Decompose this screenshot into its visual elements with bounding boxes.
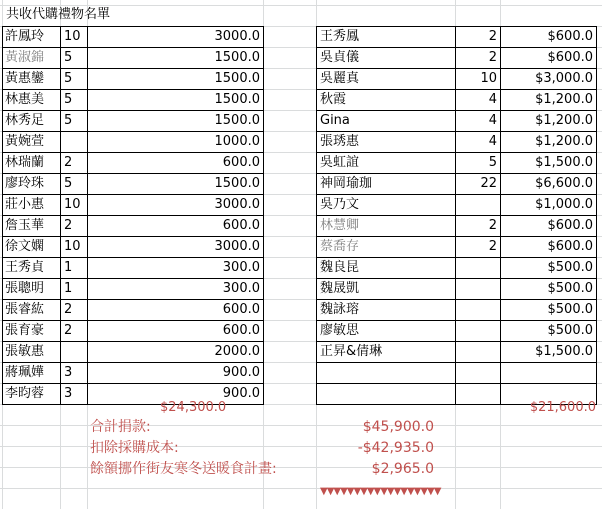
left-name-cell: 徐文嫻 xyxy=(5,239,45,254)
right-name-cell: 秋霞 xyxy=(320,92,347,107)
left-name-cell: 黃婉萱 xyxy=(5,134,45,149)
right-name-cell: 神岡瑜珈 xyxy=(320,176,373,191)
right-amount-cell: $600.0 xyxy=(547,239,593,254)
remaining-balance-value: $2,965.0 xyxy=(371,461,434,477)
left-name-cell: 張睿紘 xyxy=(5,302,45,317)
right-amount-cell: $1,000.0 xyxy=(535,197,593,212)
left-amount-cell: 300.0 xyxy=(222,260,260,275)
left-amount-cell: 1500.0 xyxy=(214,50,260,65)
left-quantity-cell: 5 xyxy=(64,113,73,128)
left-quantity-cell: 2 xyxy=(64,302,73,317)
left-quantity-cell: 10 xyxy=(64,29,81,44)
right-name-cell: Gina xyxy=(320,113,350,128)
left-name-cell: 黃惠鑾 xyxy=(5,71,45,86)
left-amount-cell: 600.0 xyxy=(222,302,260,317)
left-name-cell: 林秀足 xyxy=(5,113,45,128)
right-name-cell: 吳貞儀 xyxy=(320,50,360,65)
right-name-cell: 林慧卿 xyxy=(320,218,360,233)
left-name-cell: 林瑞蘭 xyxy=(5,155,45,170)
right-quantity-cell: 2 xyxy=(488,239,497,254)
right-name-cell: 魏詠瑢 xyxy=(320,302,360,317)
right-amount-cell: $600.0 xyxy=(547,218,593,233)
left-amount-cell: 600.0 xyxy=(222,155,260,170)
left-name-cell: 莊小惠 xyxy=(5,197,45,212)
right-name-cell: 吳麗真 xyxy=(320,71,360,86)
right-quantity-cell: 4 xyxy=(488,134,497,149)
left-name-cell: 林惠美 xyxy=(5,92,45,107)
right-amount-cell: $600.0 xyxy=(547,50,593,65)
left-quantity-cell: 2 xyxy=(64,155,73,170)
grid-row-line xyxy=(0,488,602,489)
left-quantity-cell: 2 xyxy=(64,323,73,338)
purchase-cost-value: -$42,935.0 xyxy=(357,440,434,456)
left-name-cell: 廖玲珠 xyxy=(5,176,45,191)
left-quantity-cell: 5 xyxy=(64,50,73,65)
right-quantity-cell: 2 xyxy=(488,218,497,233)
left-name-cell: 張育豪 xyxy=(5,323,45,338)
right-amount-cell: $1,500.0 xyxy=(535,155,593,170)
right-amount-cell: $1,200.0 xyxy=(535,134,593,149)
right-amount-cell: $1,500.0 xyxy=(535,344,593,359)
left-name-cell: 李昀蓉 xyxy=(5,386,45,401)
right-quantity-cell: 5 xyxy=(488,155,497,170)
left-quantity-cell: 10 xyxy=(64,239,81,254)
left-name-cell: 詹玉華 xyxy=(5,218,45,233)
left-amount-cell: 1500.0 xyxy=(214,92,260,107)
right-name-cell: 魏晟凱 xyxy=(320,281,360,296)
right-table-border xyxy=(316,362,597,363)
right-amount-cell: $3,000.0 xyxy=(535,71,593,86)
right-quantity-cell: 22 xyxy=(480,176,497,191)
left-quantity-cell: 5 xyxy=(64,71,73,86)
right-amount-cell: $6,600.0 xyxy=(535,176,593,191)
left-quantity-cell: 5 xyxy=(64,92,73,107)
right-table-border xyxy=(316,383,597,384)
right-amount-cell: $600.0 xyxy=(547,29,593,44)
remaining-balance-label: 餘額挪作街友寒冬送暖食計畫: xyxy=(90,461,277,477)
right-subtotal: $21,600.0 xyxy=(529,400,596,415)
left-amount-cell: 300.0 xyxy=(222,281,260,296)
left-amount-cell: 1500.0 xyxy=(214,71,260,86)
right-quantity-cell: 4 xyxy=(488,113,497,128)
left-amount-cell: 600.0 xyxy=(222,218,260,233)
right-name-cell: 正昇&倩琳 xyxy=(320,344,383,359)
left-quantity-cell: 3 xyxy=(64,386,73,401)
left-name-cell: 張聰明 xyxy=(5,281,45,296)
right-name-cell: 蔡喬存 xyxy=(320,239,360,254)
left-name-cell: 蔣珮嬅 xyxy=(5,365,45,380)
right-name-cell: 吳乃文 xyxy=(320,197,360,212)
left-amount-cell: 1000.0 xyxy=(214,134,260,149)
left-quantity-cell: 2 xyxy=(64,218,73,233)
left-quantity-cell: 1 xyxy=(64,260,73,275)
right-amount-cell: $500.0 xyxy=(547,260,593,275)
right-name-cell: 王秀鳳 xyxy=(320,29,360,44)
left-amount-cell: 3000.0 xyxy=(214,29,260,44)
total-donation-value: $45,900.0 xyxy=(362,419,434,435)
left-quantity-cell: 1 xyxy=(64,281,73,296)
right-name-cell: 廖敏思 xyxy=(320,323,360,338)
left-amount-cell: 600.0 xyxy=(222,323,260,338)
right-name-cell: 吳虹誼 xyxy=(320,155,360,170)
right-amount-cell: $1,200.0 xyxy=(535,113,593,128)
left-amount-cell: 900.0 xyxy=(222,386,260,401)
right-quantity-cell: 4 xyxy=(488,92,497,107)
left-quantity-cell: 10 xyxy=(64,197,81,212)
left-amount-cell: 2000.0 xyxy=(214,344,260,359)
right-name-cell: 魏良昆 xyxy=(320,260,360,275)
sheet-title: 共收代購禮物名單 xyxy=(6,7,111,22)
left-subtotal: $24,300.0 xyxy=(160,400,227,415)
arrow-marker-row: ▼▼▼▼▼▼▼▼▼▼▼▼▼▼▼▼▼▼ xyxy=(320,486,441,497)
left-amount-cell: 3000.0 xyxy=(214,239,260,254)
purchase-cost-label: 扣除採購成本: xyxy=(90,440,179,456)
right-quantity-cell: 2 xyxy=(488,50,497,65)
left-name-cell: 黃淑錦 xyxy=(5,50,45,65)
right-amount-cell: $500.0 xyxy=(547,281,593,296)
right-amount-cell: $1,200.0 xyxy=(535,92,593,107)
right-name-cell: 張琇惠 xyxy=(320,134,360,149)
left-name-cell: 王秀貞 xyxy=(5,260,45,275)
left-amount-cell: 3000.0 xyxy=(214,197,260,212)
left-name-cell: 許鳳玲 xyxy=(5,29,45,44)
right-amount-cell: $500.0 xyxy=(547,302,593,317)
left-amount-cell: 1500.0 xyxy=(214,176,260,191)
left-quantity-cell: 5 xyxy=(64,176,73,191)
left-amount-cell: 1500.0 xyxy=(214,113,260,128)
left-name-cell: 張敏惠 xyxy=(5,344,45,359)
right-amount-cell: $500.0 xyxy=(547,323,593,338)
right-quantity-cell: 2 xyxy=(488,29,497,44)
total-donation-label: 合計捐款: xyxy=(90,419,151,435)
left-quantity-cell: 3 xyxy=(64,365,73,380)
right-quantity-cell: 10 xyxy=(480,71,497,86)
left-amount-cell: 900.0 xyxy=(222,365,260,380)
